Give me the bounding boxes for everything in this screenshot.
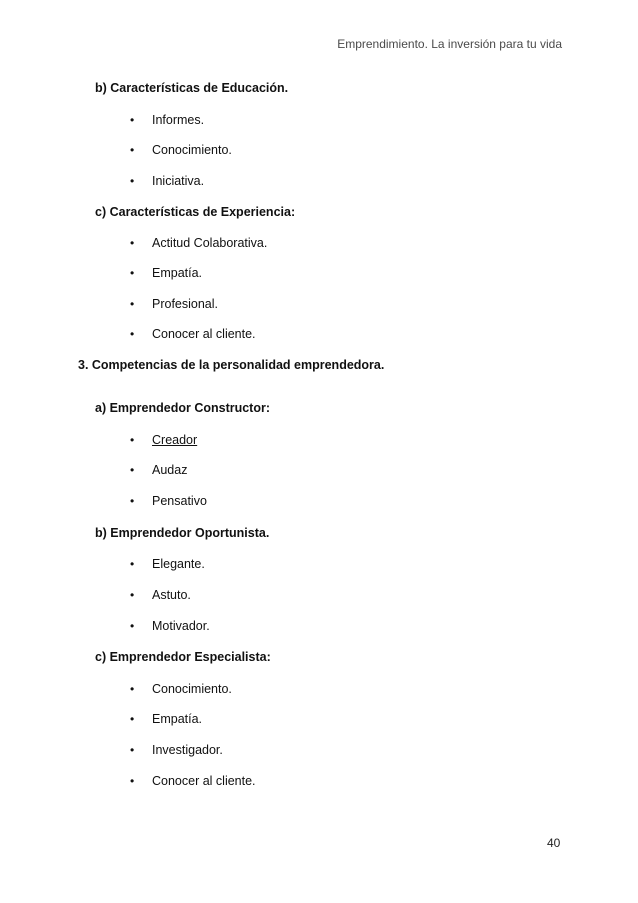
bullet-icon: • bbox=[130, 236, 135, 250]
bullet-icon: • bbox=[130, 712, 135, 726]
bullet-icon: • bbox=[130, 682, 135, 696]
subsection-heading-educacion: b) Características de Educación. bbox=[95, 81, 289, 95]
bullet-icon: • bbox=[130, 774, 135, 788]
section-heading-3: 3. Competencias de la personalidad emprendedora. bbox=[78, 358, 385, 372]
bullet-icon: • bbox=[130, 266, 135, 280]
bullet-icon: • bbox=[130, 494, 135, 508]
list-item: • Pensativo bbox=[130, 494, 207, 508]
list-item: • Actitud Colaborativa. bbox=[130, 236, 268, 250]
subsection-heading-constructor: a) Emprendedor Constructor: bbox=[95, 401, 271, 415]
list-item: • Elegante. bbox=[130, 557, 205, 571]
subsection-heading-especialista: c) Emprendedor Especialista: bbox=[95, 650, 271, 664]
running-header: Emprendimiento. La inversión para tu vida bbox=[337, 37, 562, 51]
list-item: • Conocer al cliente. bbox=[130, 774, 256, 788]
list-item bbox=[130, 432, 197, 448]
list-item: • Empatía. bbox=[130, 266, 203, 280]
bullet-icon: • bbox=[130, 743, 135, 757]
list-item: • Informes. bbox=[130, 113, 205, 127]
subsection-heading-experiencia: c) Características de Experiencia: bbox=[95, 205, 296, 219]
bullet-icon: • bbox=[130, 174, 135, 188]
bullet-icon: • bbox=[130, 433, 135, 447]
bullet-icon: • bbox=[130, 557, 135, 571]
bullet-icon: • bbox=[130, 143, 135, 157]
list-item: • Audaz bbox=[130, 463, 188, 477]
bullet-icon: • bbox=[130, 619, 135, 633]
bullet-icon: • bbox=[130, 297, 135, 311]
list-item: • Empatía. bbox=[130, 712, 203, 726]
underlined-term: Creador bbox=[152, 433, 198, 447]
list-item: • Motivador. bbox=[130, 619, 210, 633]
list-item: • Astuto. bbox=[130, 588, 191, 602]
list-item: • Conocimiento. bbox=[130, 143, 232, 157]
page-number: 40 bbox=[547, 836, 561, 850]
bullet-icon: • bbox=[130, 588, 135, 602]
bullet-icon: • bbox=[130, 463, 135, 477]
list-item: • Investigador. bbox=[130, 743, 223, 757]
bullet-icon: • bbox=[130, 327, 135, 341]
list-item: • Profesional. bbox=[130, 297, 219, 311]
list-item: • Conocer al cliente. bbox=[130, 327, 256, 341]
bullet-icon: • bbox=[130, 113, 135, 127]
list-item: • Conocimiento. bbox=[130, 682, 232, 696]
subsection-heading-oportunista: b) Emprendedor Oportunista. bbox=[95, 526, 270, 540]
list-item: • Iniciativa. bbox=[130, 174, 205, 188]
